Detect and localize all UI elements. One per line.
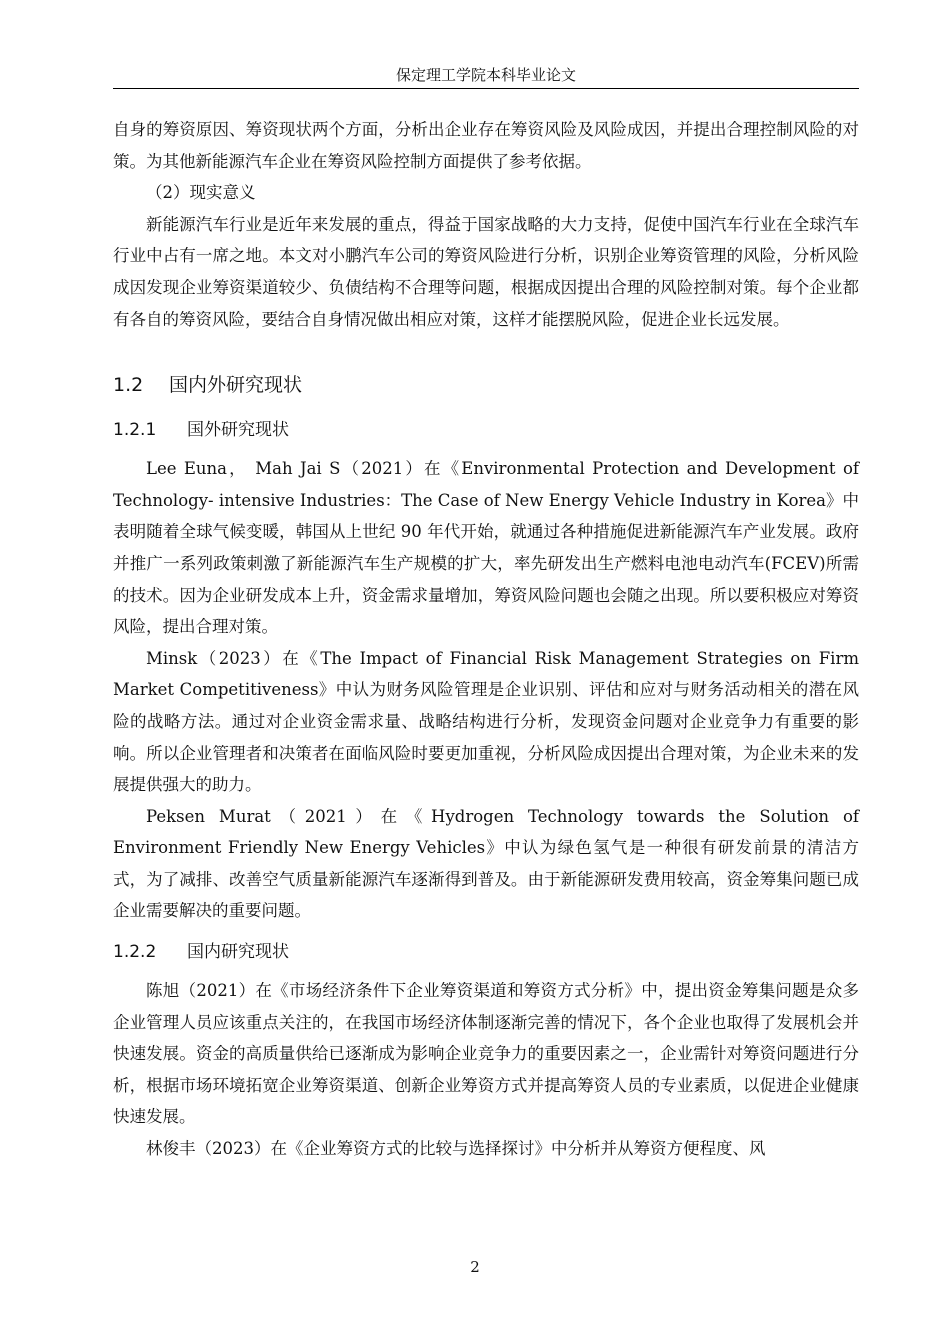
section-heading	[113, 371, 859, 399]
body-paragraph: 陈旭（2021）在《市场经济条件下企业筹资渠道和筹资方式分析》中，提出资金筹集问题是众多企业管理人员应该重点关注的，在我国市场经济体制逐渐完善的情况下，各个企业也取得了发展机会并快速发展。资金的高质量供给已逐渐成为影响企业竞争力的重要因素之一，企业需针对筹资问题进行分析，根据市场环境拓宽企业筹资渠道、创新企业筹资方式并提高筹资人员的专业素质，以促进企业健康快速发展。	[113, 981, 859, 1127]
subsection-title: 国内研究现状	[187, 942, 289, 963]
section-title: 国内外研究现状	[169, 374, 303, 397]
body-paragraph: 新能源汽车行业是近年来发展的重点，得益于国家战略的大力支持，促使中国汽车行业在全球汽车行业中占有一席之地。本文对小鹏汽车公司的筹资风险进行分析，识别企业筹资管理的风险，分析风险成因发现企业筹资渠道较少、负债结构不合理等问题，根据成因提出合理的风险控制对策。每个企业都有各自的筹资风险，要结合自身情况做出相应对策，这样才能摆脱风险，促进企业长远发展。	[113, 214, 859, 329]
body-paragraph: Minsk（2023）在《The Impact of Financial Risk Management Strategies on Firm Market Competitiveness》中认为财务风险管理是企业识别、评估和应对与财务活动相关的潜在风险的战略方法。通过对企业资金需求量、战略结构进行分析，发现资金问题对企业竞争力有重要的影响。所以企业管理者和决策者在面临风险时要更加重视，分析风险成因提出合理对策，为企业未来的发展提供强大的助力。	[113, 648, 859, 795]
body-paragraph: （2）现实意义	[146, 183, 256, 203]
body-paragraph: 自身的筹资原因、筹资现状两个方面，分析出企业存在筹资风险及风险成因，并提出合理控制风险的对策。为其他新能源汽车企业在筹资风险控制方面提供了参考依据。	[113, 120, 859, 171]
subsection-number: 1.2.2	[113, 942, 157, 963]
body-paragraph: Lee Euna， Mah Jai S（2021）在《Environmental Protection and Development of Technology- intensive Industries：The Case of New Energy Vehicle Industry in Korea》中表明随着全球气候变暖，韩国从上世纪 90 年代开始，就通过各种措施促进新能源汽车产业发展。政府并推广一系列政策刺激了新能源汽车生产规模的扩大，率先研发出生产燃料电池电动汽车(FCEV)所需的技术。因为企业研发成本上升，资金需求量增加，筹资风险问题也会随之出现。所以要积极应对筹资风险，提出合理对策。	[113, 459, 859, 637]
subsection-title: 国外研究现状	[187, 420, 289, 441]
subsection-heading	[113, 417, 859, 443]
subsection-heading	[113, 939, 859, 965]
running-header: 保定理工学院本科毕业论文	[113, 64, 859, 89]
section-number: 1.2	[113, 374, 144, 397]
page-body	[113, 114, 859, 1165]
subsection-number: 1.2.1	[113, 420, 157, 441]
body-paragraph: 林俊丰（2023）在《企业筹资方式的比较与选择探讨》中分析并从筹资方便程度、风	[146, 1139, 766, 1159]
body-paragraph: Peksen Murat（2021）在《Hydrogen Technology towards the Solution of Environment Friendly New Energy Vehicles》中认为绿色氢气是一种很有研发前景的清洁方式，为了减排、改善空气质量新能源汽车逐渐得到普及。由于新能源研发费用较高，资金筹集问题已成企业需要解决的重要问题。	[113, 806, 859, 921]
page-number: 2	[470, 1258, 480, 1276]
